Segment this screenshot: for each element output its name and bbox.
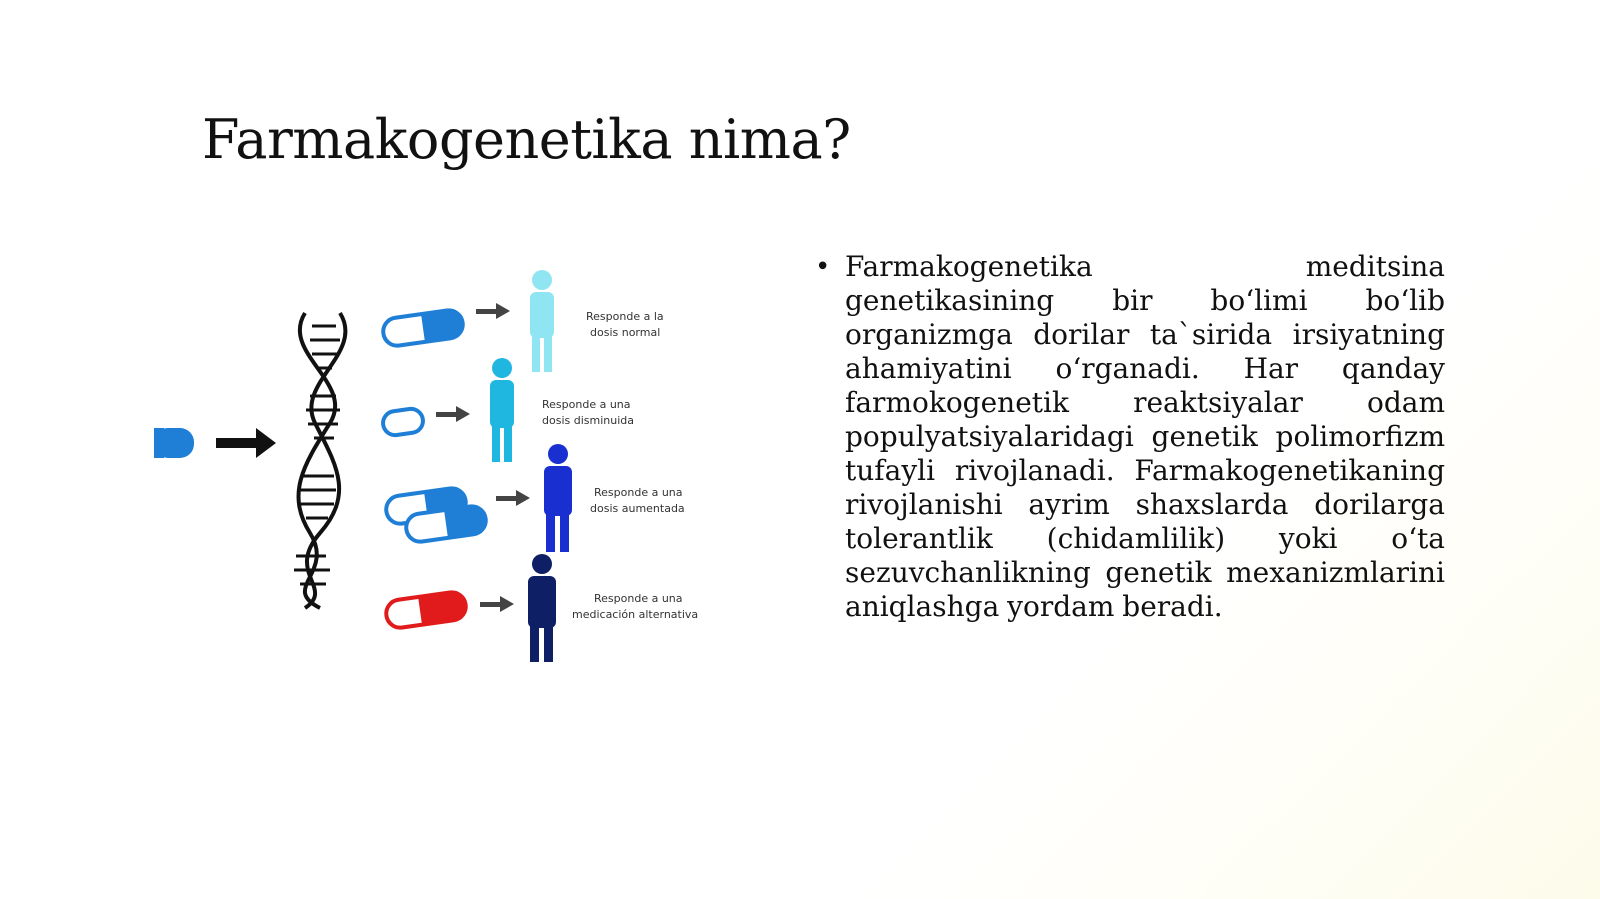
pharmacogenetics-illustration <box>150 258 750 688</box>
response-label-line1: Responde a una <box>594 592 683 605</box>
response-row-reduced <box>382 358 634 462</box>
arrow-icon <box>480 596 514 612</box>
response-row-increased <box>384 444 684 552</box>
illustration-svg <box>150 258 750 688</box>
pill-icon <box>384 487 487 544</box>
person-icon <box>528 554 556 662</box>
person-icon <box>530 270 554 372</box>
input-pill <box>154 428 194 458</box>
slide-title: Farmakogenetika nima? <box>202 108 851 171</box>
dna-helix-icon <box>294 313 345 608</box>
input-arrow-icon <box>216 428 276 458</box>
response-label-line2: medicación alternativa <box>572 608 699 621</box>
response-label-line2: dosis normal <box>590 326 661 339</box>
response-label-line1: Responde a una <box>542 398 631 411</box>
pill-icon <box>381 309 464 348</box>
arrow-icon <box>476 303 510 319</box>
response-label-line1: Responde a una <box>594 486 683 499</box>
response-row-normal <box>381 270 663 372</box>
response-label-line1: Responde a la <box>586 310 664 323</box>
bullet-item <box>815 250 1445 624</box>
arrow-icon <box>436 406 470 422</box>
bullet-marker: • <box>815 252 831 282</box>
response-label-line2: dosis aumentada <box>590 502 685 515</box>
response-row-alternative <box>384 554 698 662</box>
person-icon <box>490 358 514 462</box>
response-label-line2: dosis disminuida <box>542 414 634 427</box>
pill-icon <box>382 407 425 436</box>
pill-icon <box>384 591 467 630</box>
bullet-paragraph: Farmakogenetika meditsina genetikasining bir bo‘limi bo‘lib organizmga dorilar ta`sirida irsiyatning ahamiyatini o‘rganadi. Har qanday farmokogenetik reaktsiyalar odam populyatsiyalaridagi genetik polimorfizm tufayli rivojlanadi. Farmakogenetikaning rivojlanishi ayrim shaxslarda dorilarga tolerantlik (chidamlilik) yoki o‘ta sezuvchanlikning genetik mexanizmlarini aniqlashga yordam beradi. <box>845 250 1445 623</box>
arrow-icon <box>496 490 530 506</box>
person-icon <box>544 444 572 552</box>
bullet-list <box>815 250 1445 624</box>
